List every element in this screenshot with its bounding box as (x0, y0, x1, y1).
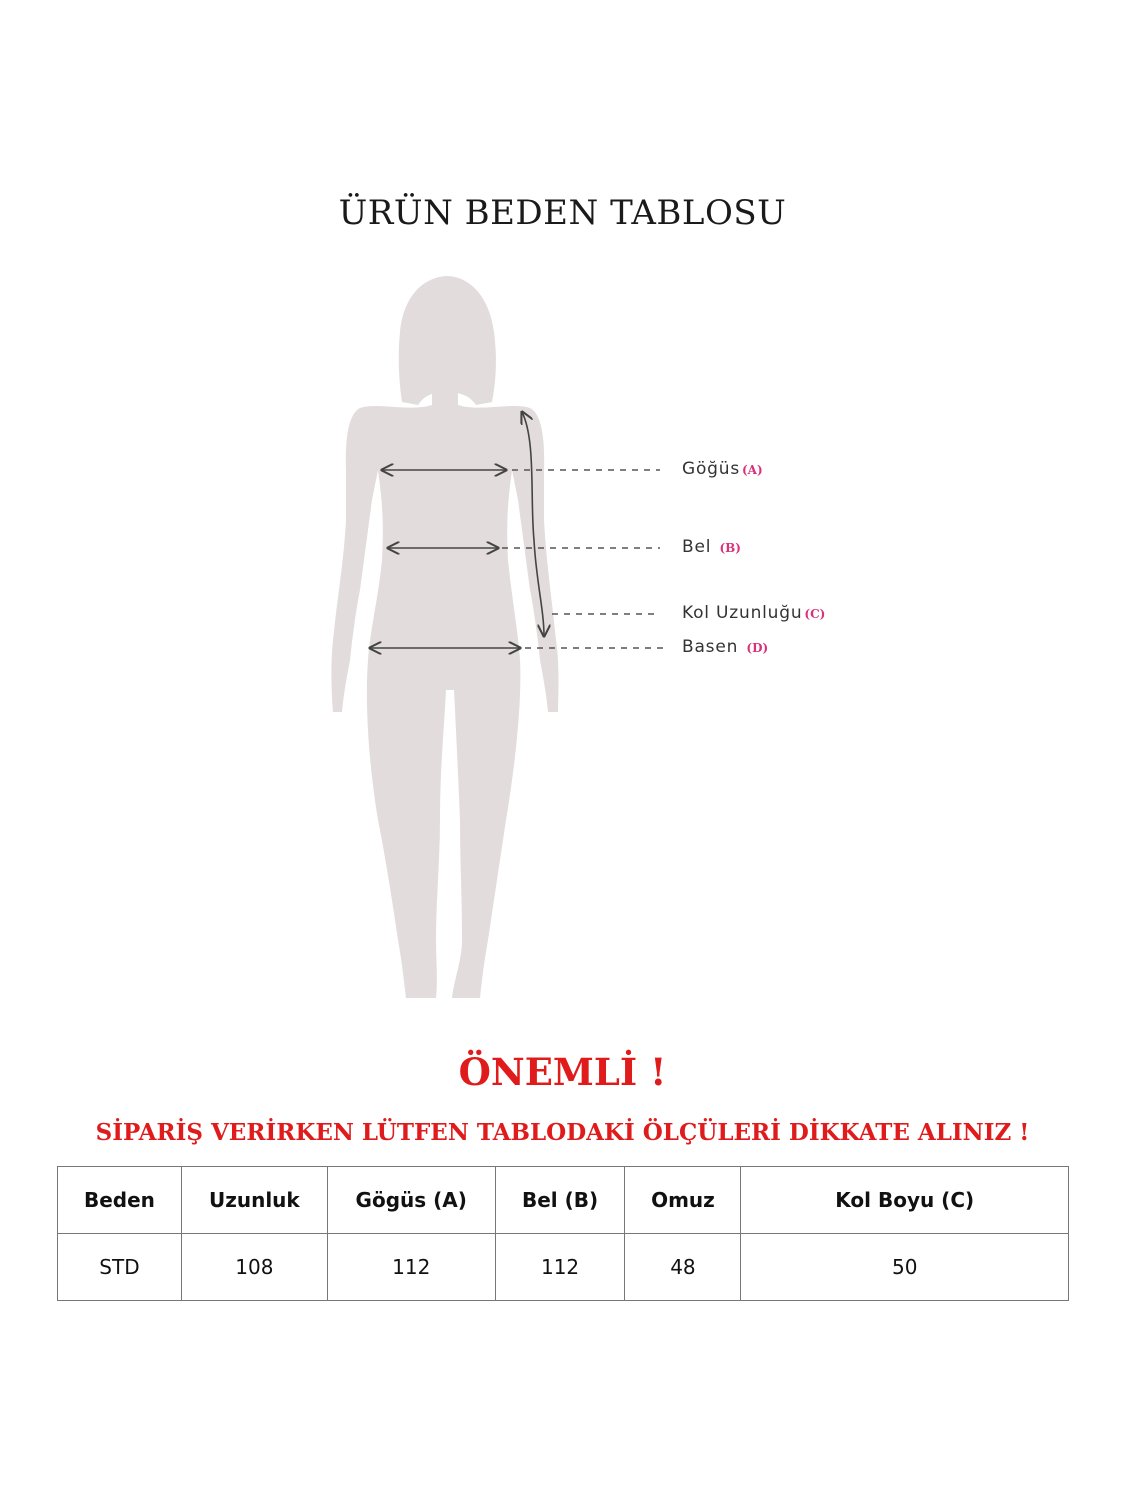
header-chest: Gögüs (A) (327, 1167, 495, 1234)
cell-size: STD (58, 1234, 182, 1301)
label-waist: Bel (B) (682, 537, 741, 557)
woman-silhouette (331, 276, 558, 998)
cell-waist: 112 (495, 1234, 625, 1301)
table-row (58, 1234, 1069, 1301)
label-chest: Göğüs (A) (682, 459, 763, 479)
important-heading: ÖNEMLİ ! (458, 1050, 667, 1094)
cell-sleeve: 50 (741, 1234, 1069, 1301)
label-sleeve-length: Kol Uzunluğu (C) (682, 603, 826, 623)
page-title: ÜRÜN BEDEN TABLOSU (338, 193, 787, 233)
header-shoulder: Omuz (625, 1167, 741, 1234)
label-hip: Basen (D) (682, 637, 769, 657)
header-length: Uzunluk (181, 1167, 327, 1234)
cell-chest: 112 (327, 1234, 495, 1301)
header-sleeve: Kol Boyu (C) (741, 1167, 1069, 1234)
table-header-row (58, 1167, 1069, 1234)
header-waist: Bel (B) (495, 1167, 625, 1234)
header-size: Beden (58, 1167, 182, 1234)
size-table (57, 1166, 1069, 1301)
cell-length: 108 (181, 1234, 327, 1301)
cell-shoulder: 48 (625, 1234, 741, 1301)
order-notice: SİPARİŞ VERİRKEN LÜTFEN TABLODAKİ ÖLÇÜLERİ DİKKATE ALINIZ ! (95, 1119, 1030, 1146)
